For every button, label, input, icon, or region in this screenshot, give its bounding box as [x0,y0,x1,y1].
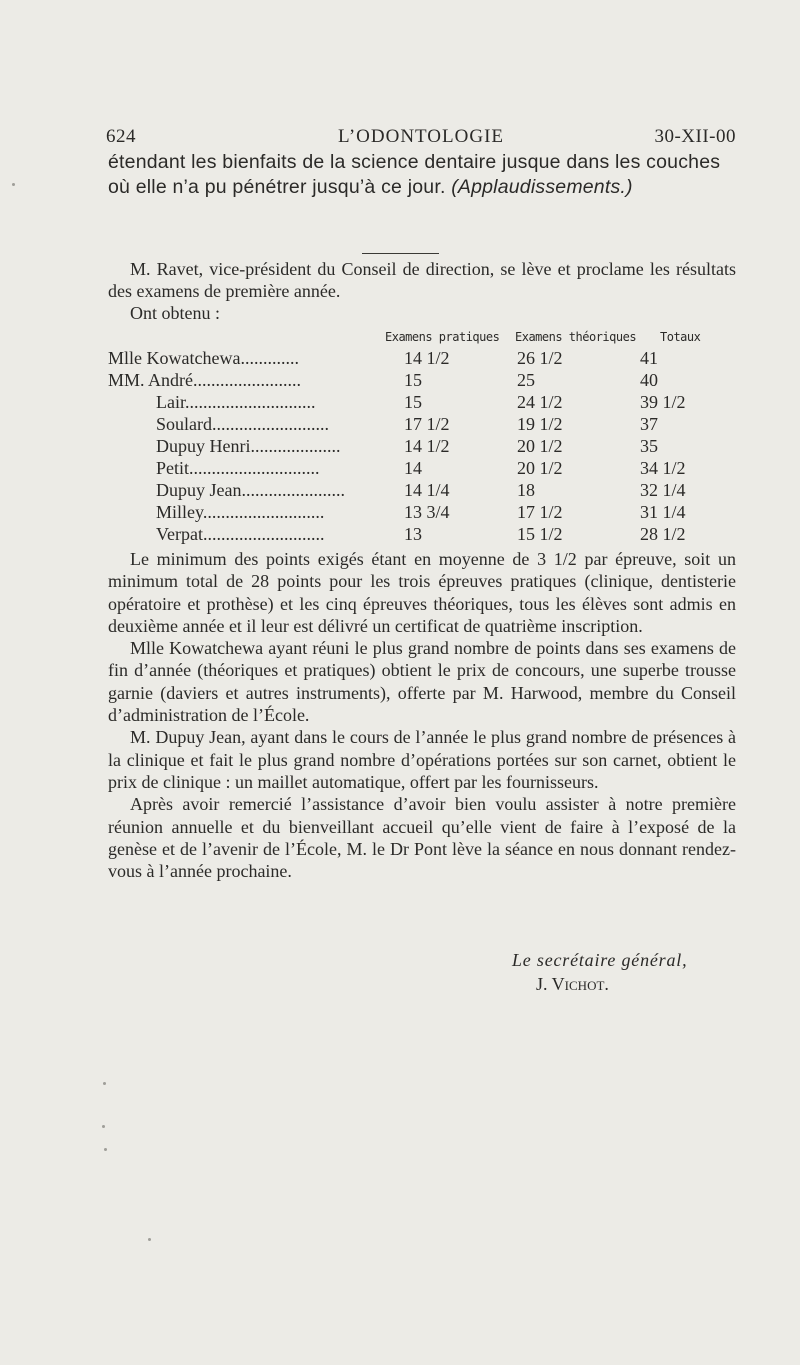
student-name: Soulard.......................... [156,414,329,434]
paper-speck [104,1148,107,1151]
table-row [108,414,736,436]
theoretical-score: 15 1/2 [517,524,563,544]
practical-score: 14 1/2 [404,348,450,368]
total-score: 34 1/2 [640,458,686,478]
running-header [106,126,736,152]
table-row [108,370,736,392]
student-name: Lair............................. [156,392,316,412]
header-practical: Examens pratiques [385,330,500,344]
table-row [108,436,736,458]
theoretical-score: 20 1/2 [517,436,563,456]
theoretical-score: 24 1/2 [517,392,563,412]
paper-speck [148,1238,151,1241]
signatory-role: Le secrétaire général, [512,950,688,970]
student-name: Petit............................. [156,458,320,478]
page-number: 624 [106,126,136,147]
table-row [108,502,736,524]
signature-block [512,948,687,996]
total-score: 37 [640,414,658,434]
continued-speech [108,150,736,200]
section-divider [362,253,439,254]
journal-title: L’ODONTOLOGIE [337,126,505,147]
practical-score: 17 1/2 [404,414,450,434]
total-score: 39 1/2 [640,392,686,412]
student-name: Verpat........................... [156,524,325,544]
paragraph-prize-concours: Mlle Kowatchewa ayant réuni le plus grand nombre de points dans ses examens de fin d’année (théoriques et pratiques) obtient le prix de concours, une superbe trousse garnie (daviers et autres instruments), offerte par M. Harwood, membre du Conseil d’administration de l’École. [108,638,736,726]
paragraph-minimum-points: Le minimum des points exigés étant en moyenne de 3 1/2 par épreuve, soit un minimum total de 28 points pour les trois épreuves pratiques (clinique, dentisterie opératoire et prothèse) et les cinq épreuves théoriques, tous les élèves sont admis en deuxième année et il leur est délivré un certificat de quatrième inscription. [108,549,736,636]
table-row [108,392,736,414]
table-row [108,480,736,502]
paper-speck [12,183,15,186]
header-theoretical: Examens théoriques [515,330,637,344]
student-name: Dupuy Henri.................... [156,436,341,456]
theoretical-score: 19 1/2 [517,414,563,434]
practical-score: 14 1/4 [404,480,450,500]
paper-speck [102,1125,105,1128]
theoretical-score: 26 1/2 [517,348,563,368]
practical-score: 13 [404,524,422,544]
speech-line-2 [108,175,736,200]
theoretical-score: 20 1/2 [517,458,563,478]
practical-score: 15 [404,370,422,390]
header-total: Totaux [660,330,701,344]
student-name: Mlle Kowatchewa............. [108,348,299,368]
practical-score: 14 [404,458,422,478]
total-score: 40 [640,370,658,390]
student-name: Milley........................... [156,502,325,522]
paragraph-closing: Après avoir remercié l’assistance d’avoir bien voulu assister à notre première réunion annuelle et du bienveillant accueil qu’elle vient de faire à l’exposé de la genèse et de l’avenir de l’École, M. le Dr Pont lève la séance en nous donnant rendez-vous à l’année prochaine. [108,794,736,882]
student-name: Dupuy Jean....................... [156,480,345,500]
applause-note: (Applaudissements.) [451,176,633,198]
practical-score: 14 1/2 [404,436,450,456]
paragraph-prize-clinique: M. Dupuy Jean, ayant dans le cours de l’année le plus grand nombre de présences à la clinique et fait le plus grand nombre d’opérations portées sur son carnet, obtient le prix de clinique : un maillet automatique, offert par les fournisseurs. [108,727,736,792]
issue-date: 30-XII-00 [654,126,736,147]
practical-score: 15 [404,392,422,412]
table-row [108,458,736,480]
speech-line-1: étendant les bienfaits de la science dentaire jusque dans les couches [108,151,721,173]
intro-paragraph: M. Ravet, vice-président du Conseil de direction, se lève et proclame les résultats des examens de première année. [108,259,736,301]
practical-score: 13 3/4 [404,502,450,522]
theoretical-score: 25 [517,370,535,390]
total-score: 28 1/2 [640,524,686,544]
total-score: 41 [640,348,658,368]
body-text [108,548,736,882]
paper-speck [103,1082,106,1085]
total-score: 35 [640,436,658,456]
total-score: 32 1/4 [640,480,686,500]
student-name: MM. André........................ [108,370,301,390]
signatory-name: J. Vichot. [536,974,609,994]
obtained-label: Ont obtenu : [130,303,220,323]
total-score: 31 1/4 [640,502,686,522]
theoretical-score: 18 [517,480,535,500]
table-row [108,348,736,370]
table-row [108,524,736,546]
theoretical-score: 17 1/2 [517,502,563,522]
speech-line-2-text: où elle n’a pu pénétrer jusqu’à ce jour. [108,176,446,198]
